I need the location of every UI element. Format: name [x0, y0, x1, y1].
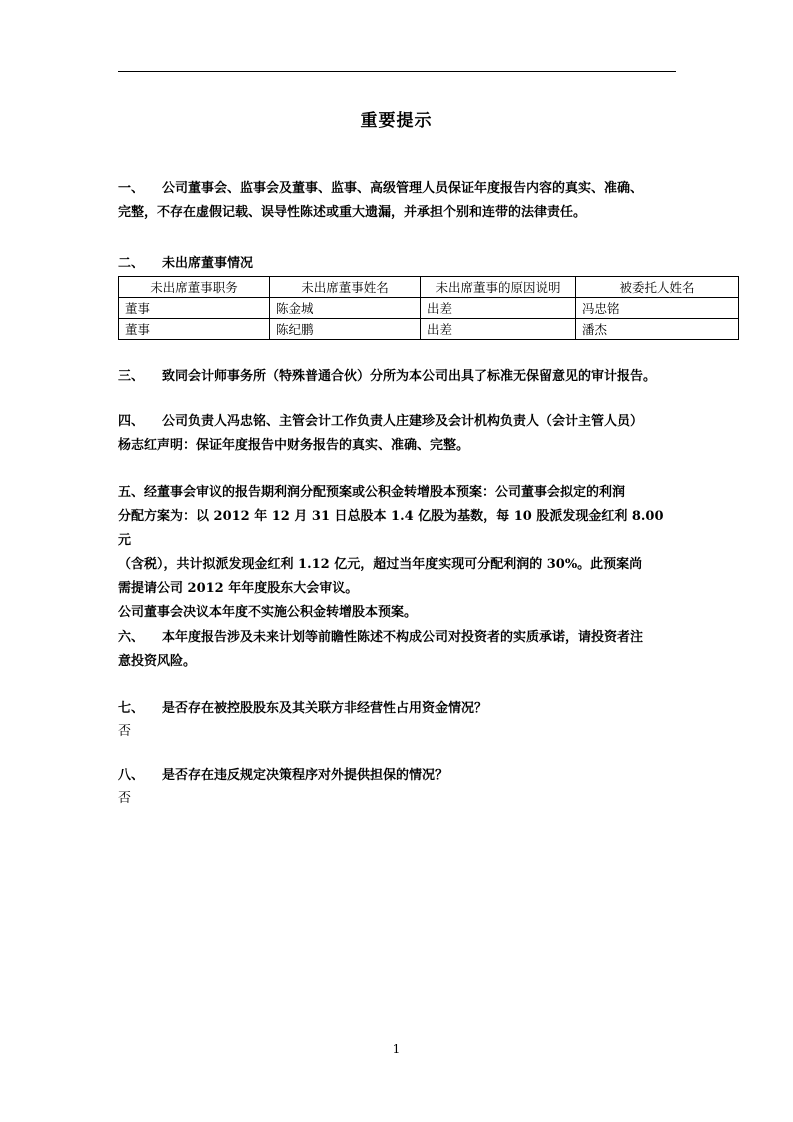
- section-4-line-1: [118, 410, 678, 434]
- section-7-text: 是否存在被控股股东及其关联方非经营性占用资金情况？: [162, 701, 488, 716]
- section-1: [118, 177, 678, 225]
- section-4-text-1: 公司负责人冯忠铭、主管会计工作负责人庄建珍及会计机构负责人（会计主管人员）: [162, 414, 644, 429]
- section-1-number: 一、: [118, 181, 145, 196]
- section-5-text-4: 需提请公司 2012 年年度股东大会审议。: [118, 581, 359, 596]
- table-header-cell: 未出席董事的原因说明: [421, 277, 576, 298]
- table-row: [119, 319, 739, 340]
- section-8-answer: 否: [118, 791, 132, 806]
- section-1-text-1: 公司董事会、监事会及董事、监事、高级管理人员保证年度报告内容的真实、准确、: [162, 181, 644, 196]
- section-6-text-1: 本年度报告涉及未来计划等前瞻性陈述不构成公司对投资者的实质承诺，请投资者注: [162, 630, 644, 645]
- table-cell: 出差: [421, 298, 576, 319]
- section-4-number: 四、: [118, 414, 145, 429]
- section-1-text-2: 完整，不存在虚假记载、误导性陈述或重大遗漏，并承担个别和连带的法律责任。: [118, 205, 587, 220]
- section-8-text: 是否存在违反规定决策程序对外提供担保的情况？: [162, 768, 449, 783]
- section-6-text-2: 意投资风险。: [118, 654, 197, 669]
- section-5-text-2: 分配方案为：以 2012 年 12 月 31 日总股本 1.4 亿股为基数，每 10 股派发现金红利 8.00 元: [118, 509, 664, 548]
- section-2-heading: [118, 252, 678, 276]
- table-cell: 潘杰: [576, 319, 739, 340]
- section-2-title: 未出席董事情况: [162, 256, 254, 271]
- header-rule: [118, 71, 676, 72]
- table-cell: 董事: [119, 319, 270, 340]
- section-5-text-3: （含税），共计拟派发现金红利 1.12 亿元，超过当年度实现可分配利润的 30%。此预案尚: [118, 557, 643, 572]
- section-7-number: 七、: [118, 701, 145, 716]
- section-6-number: 六、: [118, 630, 145, 645]
- section-3-text: 致同会计师事务所（特殊普通合伙）分所为本公司出具了标准无保留意见的审计报告。: [162, 369, 657, 384]
- page-number: 1: [392, 1042, 401, 1056]
- table-header-cell: 未出席董事姓名: [270, 277, 421, 298]
- table-cell: 陈纪鹏: [270, 319, 421, 340]
- table-row: [119, 298, 739, 319]
- absent-directors-table: [118, 276, 739, 340]
- section-3: [118, 365, 718, 389]
- section-6-line-1: [118, 626, 678, 650]
- table-cell: 出差: [421, 319, 576, 340]
- section-5-text-1: 五、经董事会审议的报告期利润分配预案或公积金转增股本预案：公司董事会拟定的利润: [118, 485, 626, 500]
- section-2-number: 二、: [118, 256, 145, 271]
- page-title: 重要提示: [360, 111, 433, 131]
- section-3-number: 三、: [118, 369, 145, 384]
- table-cell: 陈金城: [270, 298, 421, 319]
- table-cell: 冯忠铭: [576, 298, 739, 319]
- table-header-cell: 未出席董事职务: [119, 277, 270, 298]
- section-5: [118, 481, 678, 625]
- section-7-answer: 否: [118, 724, 132, 739]
- section-4-text-2: 杨志红声明：保证年度报告中财务报告的真实、准确、完整。: [118, 438, 470, 453]
- section-4: [118, 410, 678, 458]
- table-header-row: [119, 277, 739, 298]
- section-8-question: [118, 764, 678, 788]
- section-5-text-5: 公司董事会决议本年度不实施公积金转增股本预案。: [118, 605, 418, 620]
- section-8-number: 八、: [118, 768, 145, 783]
- section-7-question: [118, 697, 678, 721]
- table-header-cell: 被委托人姓名: [576, 277, 739, 298]
- section-1-line-1: [118, 177, 678, 201]
- section-6: [118, 626, 678, 674]
- table-cell: 董事: [119, 298, 270, 319]
